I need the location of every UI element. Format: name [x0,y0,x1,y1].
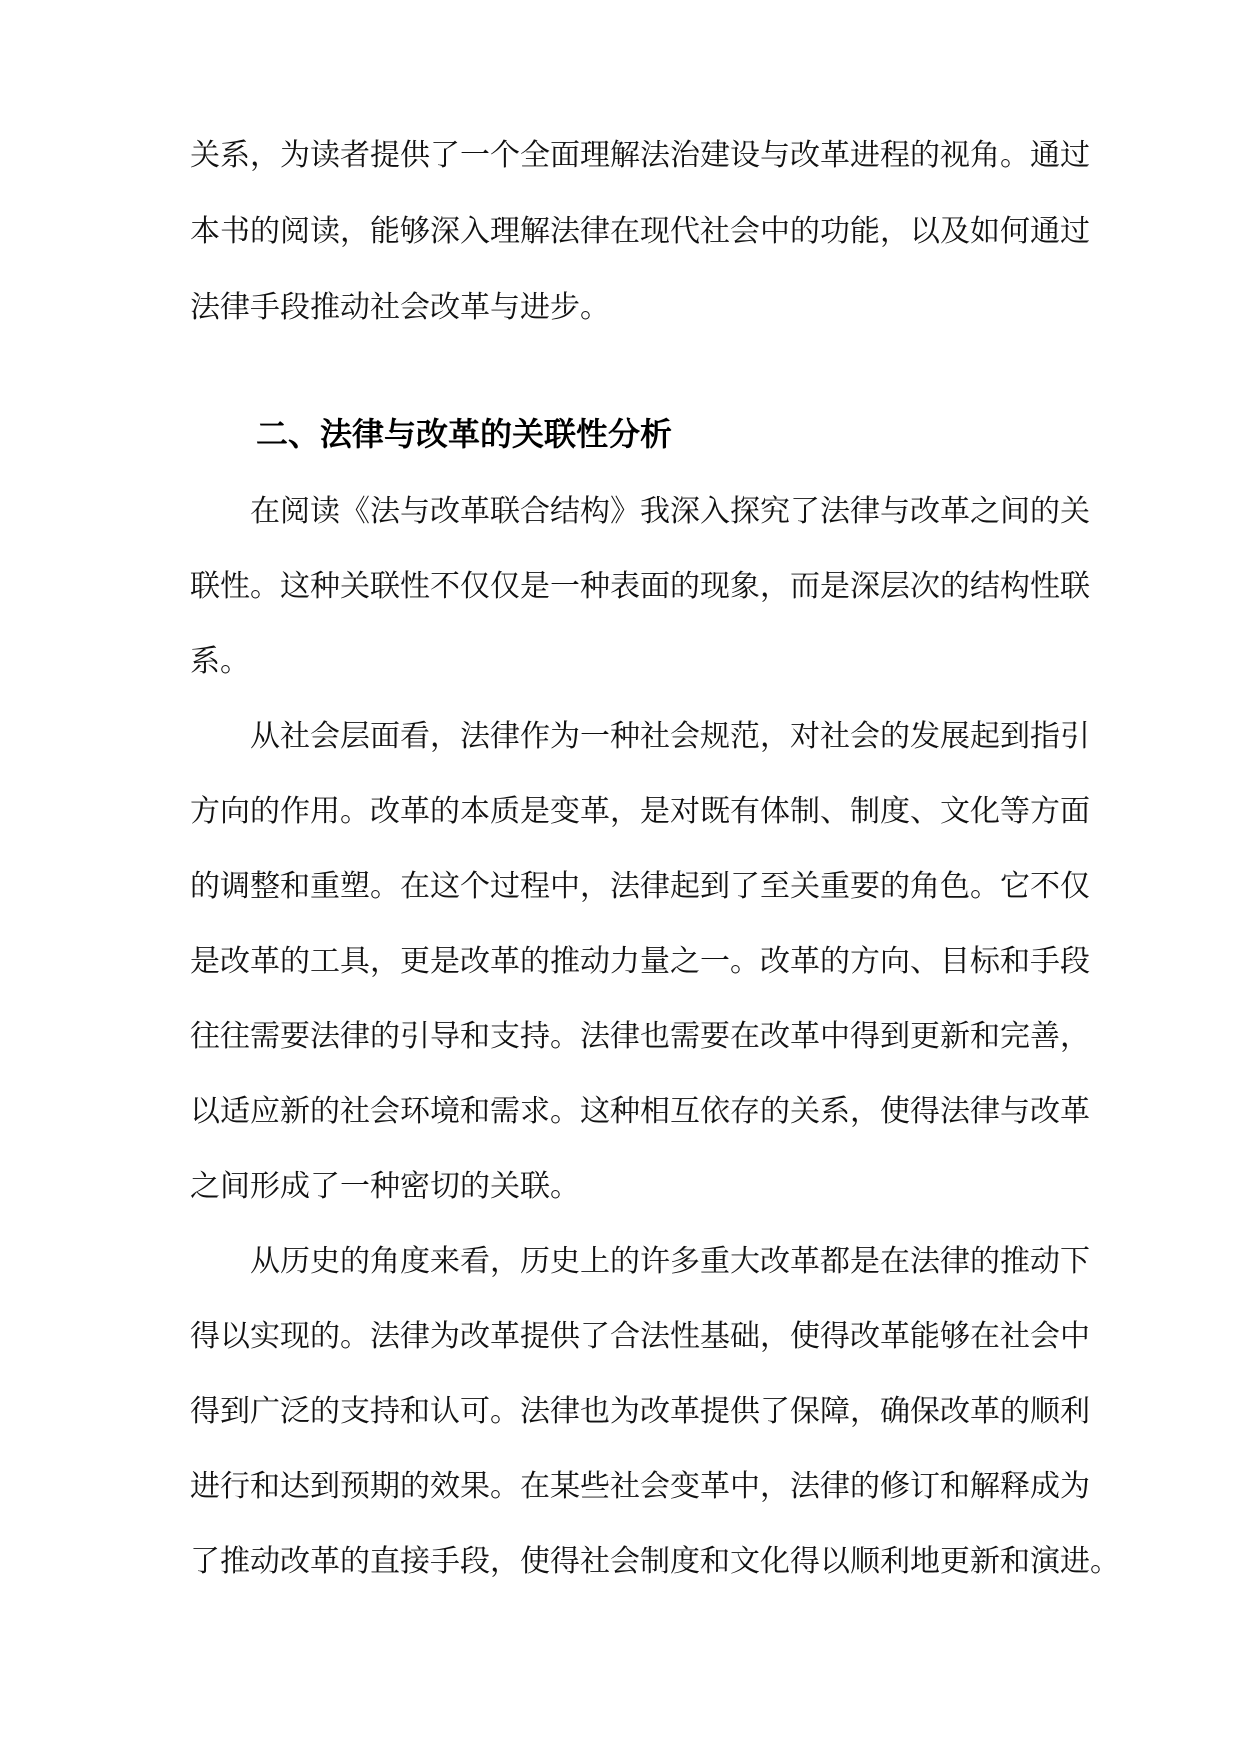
p2-line-2: 方向的作用。改革的本质是变革，是对既有体制、制度、文化等方面 [190,794,1090,829]
section-heading: 二、法律与改革的关联性分析 [256,415,673,453]
intro-line-1: 关系，为读者提供了一个全面理解法治建设与改革进程的视角。通过 [190,138,1090,173]
p1-line-2: 联性。这种关联性不仅仅是一种表面的现象，而是深层次的结构性联 [190,569,1090,604]
p2-line-4: 是改革的工具，更是改革的推动力量之一。改革的方向、目标和手段 [190,944,1090,979]
intro-line-2: 本书的阅读，能够深入理解法律在现代社会中的功能，以及如何通过 [190,214,1090,249]
p3-line-2: 得以实现的。法律为改革提供了合法性基础，使得改革能够在社会中 [190,1319,1090,1354]
p1-line-3: 系。 [190,644,250,679]
p2-line-1: 从社会层面看，法律作为一种社会规范，对社会的发展起到指引 [250,719,1090,754]
p1-line-1: 在阅读《法与改革联合结构》我深入探究了法律与改革之间的关 [250,494,1090,529]
p2-line-3: 的调整和重塑。在这个过程中，法律起到了至关重要的角色。它不仅 [190,869,1090,904]
p3-line-3: 得到广泛的支持和认可。法律也为改革提供了保障，确保改革的顺利 [190,1394,1090,1429]
intro-line-3: 法律手段推动社会改革与进步。 [190,290,610,325]
p3-line-5: 了推动改革的直接手段，使得社会制度和文化得以顺利地更新和演进。 [190,1544,1120,1579]
p2-line-5: 往往需要法律的引导和支持。法律也需要在改革中得到更新和完善， [190,1019,1090,1054]
p3-line-4: 进行和达到预期的效果。在某些社会变革中，法律的修订和解释成为 [190,1469,1090,1504]
p3-line-1: 从历史的角度来看，历史上的许多重大改革都是在法律的推动下 [250,1244,1090,1279]
p2-line-7: 之间形成了一种密切的关联。 [190,1169,580,1204]
p2-line-6: 以适应新的社会环境和需求。这种相互依存的关系，使得法律与改革 [190,1094,1090,1129]
